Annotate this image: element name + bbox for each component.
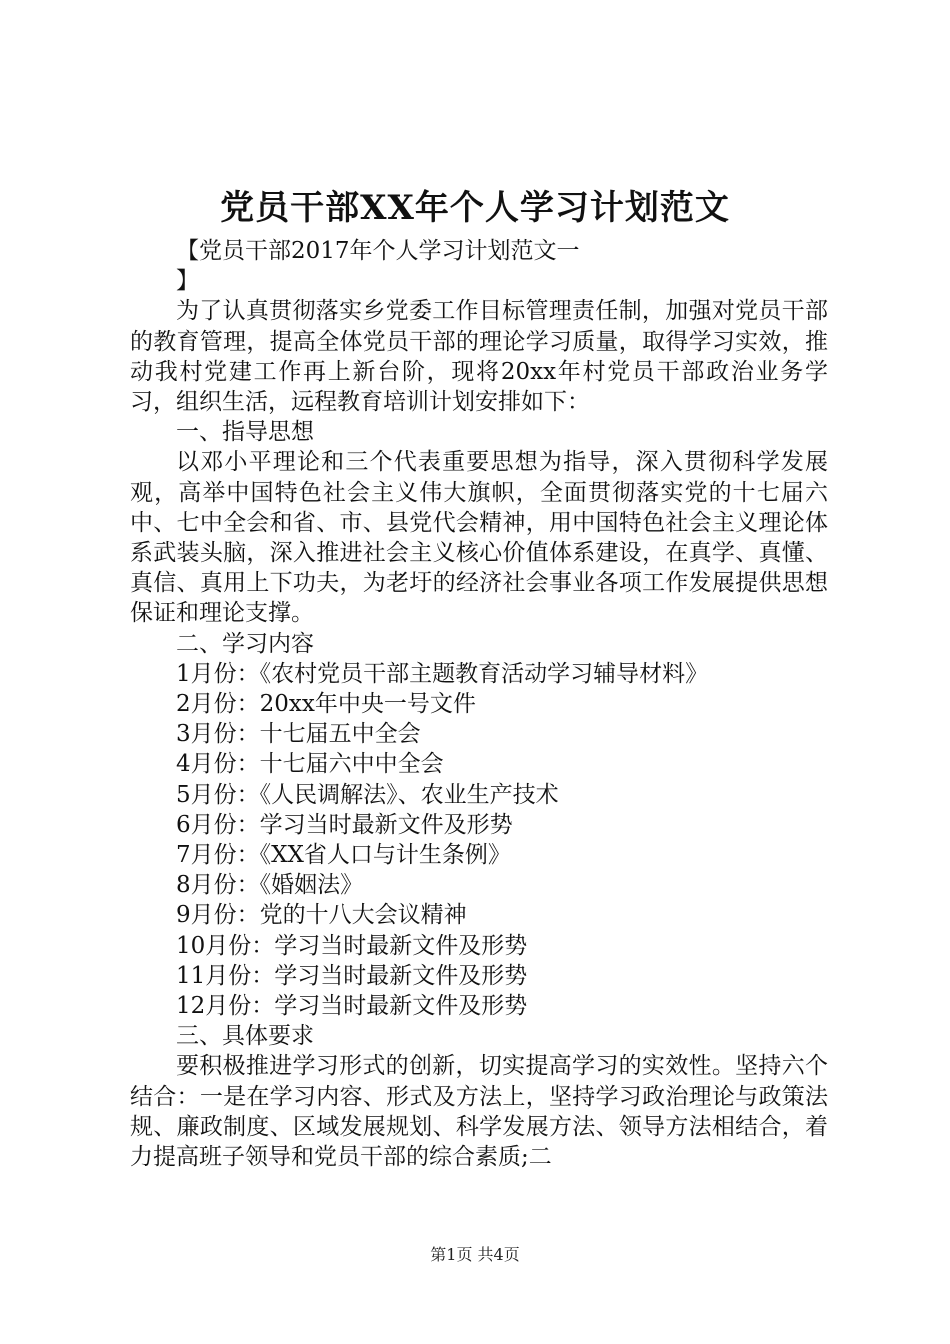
intro-paragraph: 为了认真贯彻落实乡党委工作目标管理责任制，加强对党员干部的教育管理，提高全体党员干部的理论学习质量，取得学习实效，推动我村党建工作再上新台阶，现将20xx年村党员干部政治业务学习，组织生活，远程教育培训计划安排如下： [130,298,828,416]
subtitle-line: 【党员干部2017年个人学习计划范文一 [176,238,580,264]
month-item: 4月份：十七届六中中全会 [176,751,444,778]
section-heading-study-content: 二、学习内容 [176,630,314,657]
month-item: 1月份：《农村党员干部主题教育活动学习辅导材料》 [176,660,709,687]
month-item: 5月份：《人民调解法》、农业生产技术 [176,781,559,808]
section-heading-requirements: 三、具体要求 [176,1023,314,1050]
month-item: 8月份：《婚姻法》 [176,872,364,899]
month-item: 2月份：20xx年中央一号文件 [176,691,476,718]
document-title: 党员干部XX年个人学习计划范文 [220,188,730,228]
month-item: 11月份：学习当时最新文件及形势 [176,962,528,989]
month-item: 7月份：《XX省人口与计生条例》 [176,842,511,869]
requirements-paragraph: 要积极推进学习形式的创新，切实提高学习的实效性。坚持六个结合：一是在学习内容、形式及方法上，坚持学习政治理论与政策法规、廉政制度、区域发展规划、科学发展方法、领导方法相结合，着力提高班子领导和党员干部的综合素质;二 [130,1053,828,1171]
guiding-thought-paragraph: 以邓小平理论和三个代表重要思想为指导，深入贯彻科学发展观，高举中国特色社会主义伟大旗帜，全面贯彻落实党的十七届六中、七中全会和省、市、县党代会精神，用中国特色社会主义理论体系武装头脑，深入推进社会主义核心价值体系建设，在真学、真懂、真信、真用上下功夫，为老圩的经济社会事业各项工作发展提供思想保证和理论支撑。 [130,449,828,627]
document-body [130,236,828,1172]
month-item: 9月份：党的十八大会议精神 [176,902,467,929]
month-item: 3月份：十七届五中全会 [176,721,421,748]
page-number-footer: 第1页 共4页 [430,1245,520,1264]
subtitle-bracket: 】 [176,268,199,295]
section-heading-guiding-thought: 一、指导思想 [176,419,314,446]
month-item: 12月份：学习当时最新文件及形势 [176,993,528,1020]
month-item: 10月份：学习当时最新文件及形势 [176,932,528,959]
month-item: 6月份：学习当时最新文件及形势 [176,811,513,838]
